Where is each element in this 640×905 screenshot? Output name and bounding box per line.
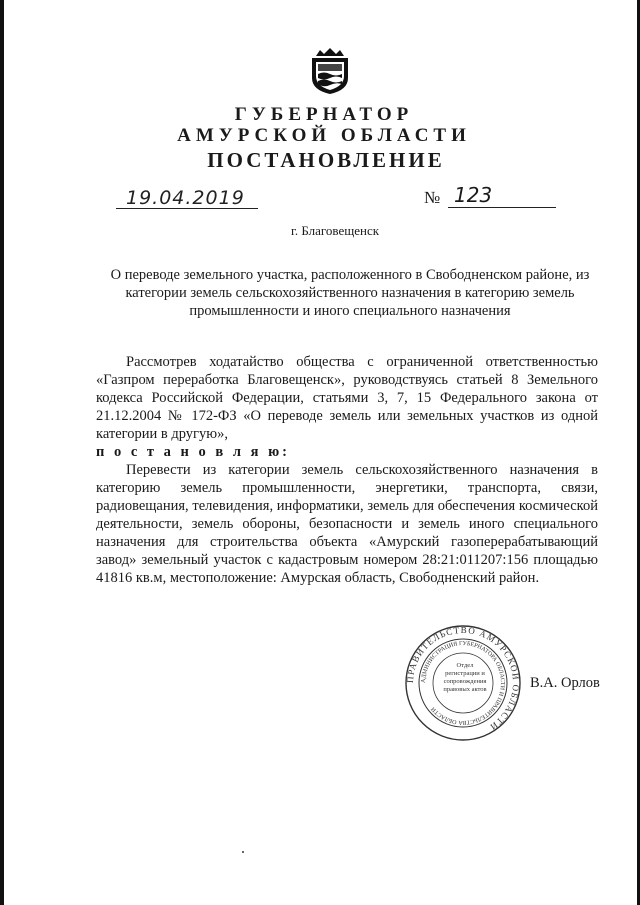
header-region: АМУРСКОЙ ОБЛАСТИ <box>177 125 471 146</box>
resolve-keyword: п о с т а н о в л я ю: <box>96 444 290 460</box>
number-sign: № <box>424 188 441 207</box>
coat-of-arms-emblem <box>302 44 358 96</box>
header-governor: ГУБЕРНАТОР <box>234 104 414 125</box>
decree-body <box>96 353 598 587</box>
stamp-center-text: Отдел регистрации и сопровождения правовых актов <box>443 662 487 693</box>
city-name: г. Благовещенск <box>290 223 380 238</box>
signer-name: В.А. Орлов <box>530 675 600 691</box>
scan-speck <box>242 851 244 853</box>
stamp-inner-text: АДМИНИСТРАЦИЯ ГУБЕРНАТОРА ОБЛАСТИ И ПРАВИТЕЛЬСТВА ОБЛАСТИ <box>420 640 506 726</box>
body-paragraph-1: Рассмотрев ходатайство общества с ограниченной ответственностью «Газпром переработка Благовещенск», руководствуясь статьей 8 Земельного кодекса Российской Федерации, статьями 3, 7, 15 Федерального закона от 21.12.2004 № 172-ФЗ «О переводе земель или земельных участков из одной категории в другую», <box>96 354 598 442</box>
decree-number: 123 <box>448 183 556 208</box>
decree-subject: О переводе земельного участка, расположенного в Свободненском районе, из категории земель сельскохозяйственного назначения в категорию земель промышленности и иного специального назначения <box>110 267 590 319</box>
header-decree-title: ПОСТАНОВЛЕНИЕ <box>207 148 445 172</box>
decree-date: 19.04.2019 <box>116 188 258 209</box>
body-paragraph-2: Перевести из категории земель сельскохозяйственного назначения в категорию земель промышленности, энергетики, транспорта, связи, радиовещания, телевидения, информатики, земель для обеспечения космической деятельности, земель обороны, безопасности и земель иного специального назначения для строительства объекта «Амурский газоперерабатывающий завод» земельный участок с кадастровым номером 28:21:011207:156 площадью 41816 кв.м, местоположение: Амурская область, Свободненский район. <box>96 462 598 586</box>
stamp-ring-text: ПРАВИТЕЛЬСТВО АМУРСКОЙ ОБЛАСТИ <box>404 624 522 733</box>
